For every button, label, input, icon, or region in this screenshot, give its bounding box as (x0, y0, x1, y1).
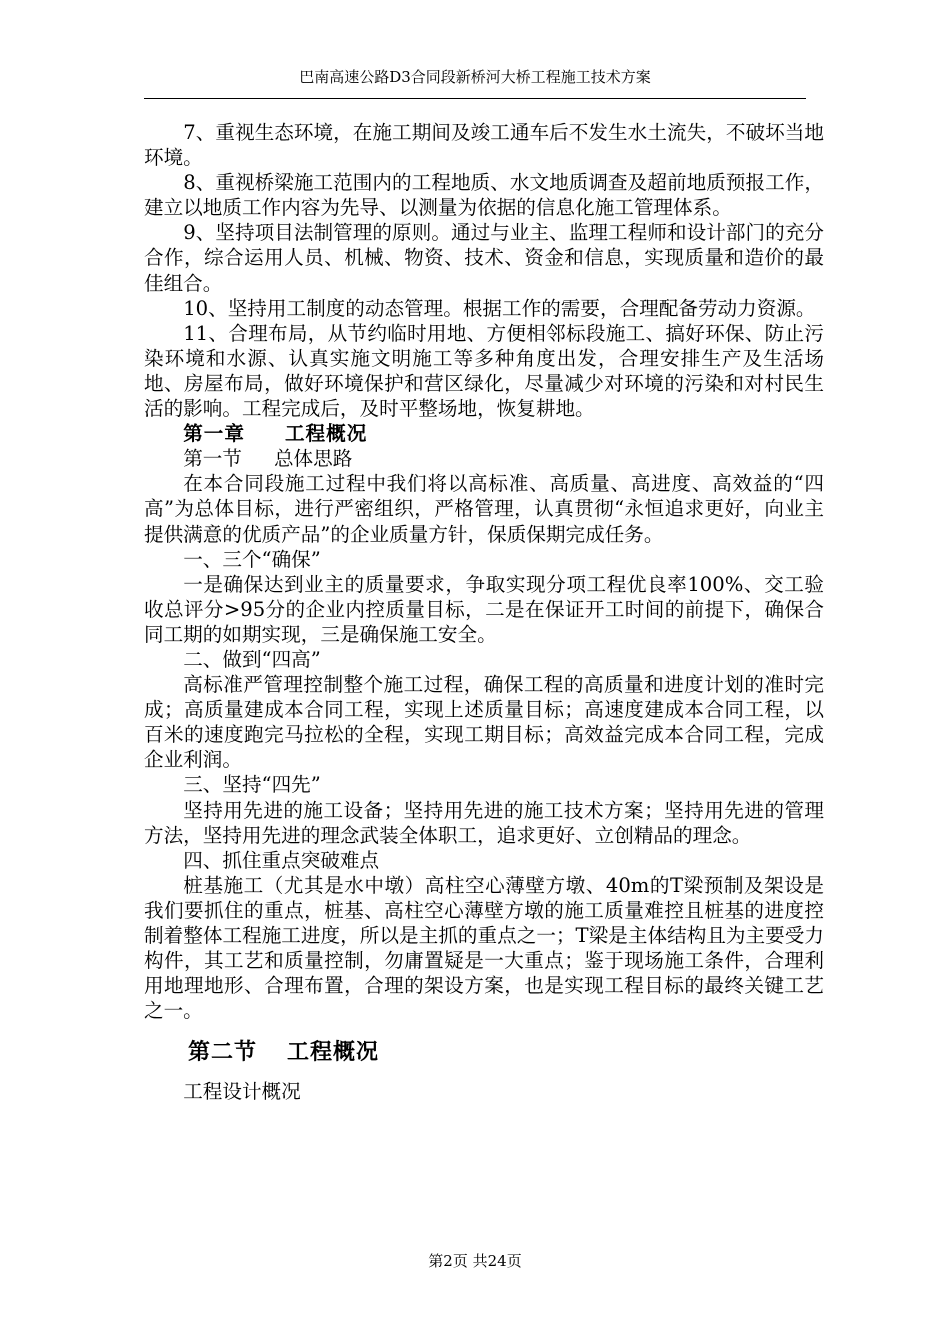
running-header-title: 巴南高速公路D3合同段新桥河大桥工程施工技术方案 (299, 68, 651, 86)
section-1-number: 第一节 (183, 447, 242, 471)
item-1-text: 一是确保达到业主的质量要求，争取实现分项工程优良率100%、交工验收总评分>95分的企业内控质量目标，二是在保证开工时间的前提下，确保合同工期的如期实现，三是确保施工安全。 (144, 572, 824, 646)
paragraph-7: 7、重视生态环境，在施工期间及竣工通车后不发生水土流失，不破坏当地环境。 (144, 121, 824, 170)
item-4-heading: 四、抓住重点突破难点 (183, 848, 380, 872)
paragraph-11: 11、合理布局，从节约临时用地、方便相邻标段施工、搞好环保、防止污染环境和水源、认真实施文明施工等多种角度出发，合理安排生产及生活场地、房屋布局，做好环境保护和营区绿化，尽量减少对环境的污染和对村民生活的影响。工程完成后，及时平整场地，恢复耕地。 (144, 321, 824, 421)
header-divider (144, 98, 806, 99)
item-1-heading: 一、三个“确保” (183, 547, 321, 571)
section-2-number: 第二节 (188, 1039, 258, 1066)
item-2-heading: 二、做到“四高” (183, 647, 321, 671)
chapter-heading (144, 421, 824, 446)
chapter-title: 工程概况 (284, 422, 368, 446)
section-1-title: 总体思路 (273, 447, 353, 471)
section-1-heading (144, 446, 824, 471)
item-3-heading: 三、坚持“四先” (183, 773, 321, 797)
item-3-text: 坚持用先进的施工设备；坚持用先进的施工技术方案；坚持用先进的管理方法，坚持用先进的理念武装全体职工，追求更好、立创精品的理念。 (144, 798, 824, 847)
section-2-heading (144, 1037, 824, 1067)
paragraph-10: 10、坚持用工制度的动态管理。根据工作的需要，合理配备劳动力资源。 (183, 296, 816, 320)
document-body (144, 120, 824, 1104)
section-2-title: 工程概况 (287, 1039, 380, 1066)
item-2-text: 高标准严管理控制整个施工过程，确保工程的高质量和进度计划的准时完成；高质量建成本合同工程，实现上述质量目标；高速度建成本合同工程，以百米的速度跑完马拉松的全程，实现工期目标；高效益完成本合同工程，完成企业利润。 (144, 673, 824, 772)
paragraph-8: 8、重视桥梁施工范围内的工程地质、水文地质调查及超前地质预报工作，建立以地质工作内容为先导、以测量为依据的信息化施工管理体系。 (144, 171, 824, 220)
design-overview-subheading: 工程设计概况 (183, 1080, 301, 1104)
paragraph-9: 9、坚持项目法制管理的原则。通过与业主、监理工程师和设计部门的充分合作，综合运用人员、机械、物资、技术、资金和信息，实现质量和造价的最佳组合。 (144, 221, 824, 295)
page-number-footer: 第2页 共24页 (428, 1252, 522, 1270)
chapter-number: 第一章 (183, 422, 245, 446)
item-4-text: 桩基施工（尤其是水中墩）高柱空心薄壁方墩、40m的T梁预制及架设是我们要抓住的重点，桩基、高柱空心薄壁方墩的施工质量难控且桩基的进度控制着整体工程施工进度，所以是主抓的重点之一；T梁是主体结构且为主要受力构件，其工艺和质量控制，勿庸置疑是一大重点；鉴于现场施工条件，合理利用地理地形、合理布置，合理的架设方案，也是实现工程目标的最终关键工艺之一。 (144, 873, 824, 1023)
section-1-intro: 在本合同段施工过程中我们将以高标准、高质量、高进度、高效益的“四高”为总体目标，进行严密组织，严格管理，认真贯彻“永恒追求更好，向业主提供满意的优质产品”的企业质量方针，保质保期完成任务。 (144, 472, 824, 546)
